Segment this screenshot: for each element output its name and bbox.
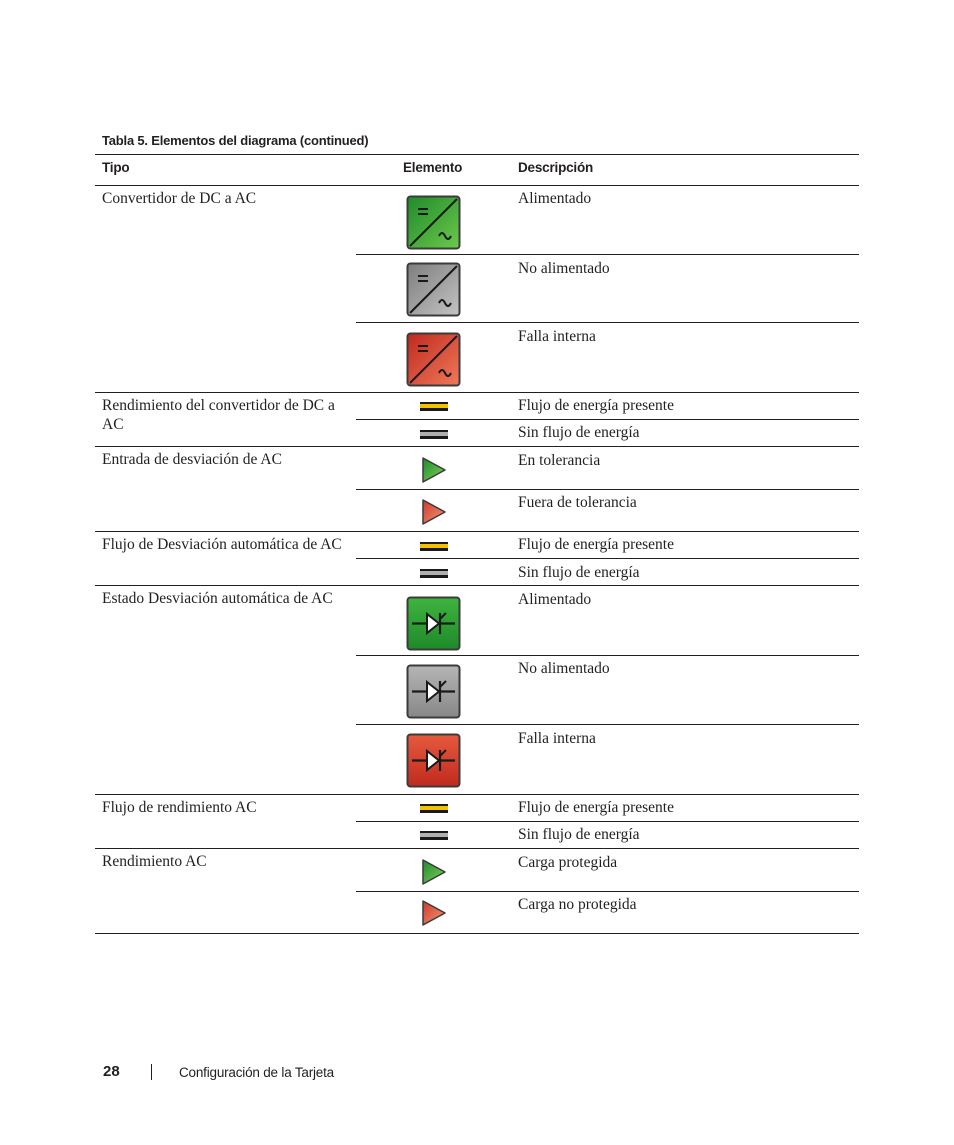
- bypass-switch-red-icon: [406, 733, 461, 788]
- group-rule: [95, 585, 859, 586]
- row-description: Carga protegida: [518, 854, 618, 871]
- gray-flow-line-icon: [420, 831, 448, 840]
- row-description: Flujo de energía presente: [518, 536, 674, 553]
- bypass-switch-gray-icon: [406, 664, 461, 719]
- row-description: No alimentado: [518, 260, 610, 277]
- row-rule: [356, 655, 859, 656]
- row-description: Falla interna: [518, 730, 596, 747]
- group-rule: [95, 446, 859, 447]
- row-description: Falla interna: [518, 328, 596, 345]
- row-rule: [356, 254, 859, 255]
- row-tipo: Entrada de desviación de AC: [102, 451, 282, 468]
- yellow-flow-line-icon: [420, 542, 448, 551]
- dc-ac-converter-gray-icon: [406, 262, 461, 317]
- row-tipo: Convertidor de DC a AC: [102, 190, 257, 207]
- red-arrow-icon: [420, 498, 448, 526]
- row-description: Sin flujo de energía: [518, 564, 640, 581]
- row-rule: [356, 724, 859, 725]
- row-description: Sin flujo de energía: [518, 424, 640, 441]
- group-rule: [95, 794, 859, 795]
- header-tipo: Tipo: [102, 160, 130, 175]
- table-caption: Tabla 5. Elementos del diagrama (continued): [102, 133, 369, 148]
- gray-flow-line-icon: [420, 569, 448, 578]
- dc-ac-converter-green-icon: [406, 195, 461, 250]
- group-rule: [95, 848, 859, 849]
- row-rule: [356, 322, 859, 323]
- red-arrow-icon: [420, 899, 448, 927]
- group-rule: [95, 531, 859, 532]
- row-tipo: Flujo de Desviación automática de AC: [102, 536, 342, 553]
- group-rule: [95, 392, 859, 393]
- row-rule: [356, 558, 859, 559]
- table-bottom-rule: [95, 933, 859, 934]
- green-arrow-icon: [420, 858, 448, 886]
- row-tipo: Rendimiento del convertidor de DC a AC: [102, 397, 335, 433]
- row-rule: [356, 891, 859, 892]
- header-bottom-rule: [95, 185, 859, 186]
- header-elemento: Elemento: [403, 160, 463, 175]
- dc-ac-converter-red-icon: [406, 332, 461, 387]
- header-descripcion: Descripción: [518, 160, 594, 175]
- green-arrow-icon: [420, 456, 448, 484]
- row-tipo: Estado Desviación automática de AC: [102, 590, 333, 607]
- page-number: 28: [103, 1063, 120, 1080]
- gray-flow-line-icon: [420, 430, 448, 439]
- row-description: Alimentado: [518, 591, 592, 608]
- row-rule: [356, 419, 859, 420]
- row-description: Flujo de energía presente: [518, 397, 674, 414]
- row-description: Sin flujo de energía: [518, 826, 640, 843]
- yellow-flow-line-icon: [420, 402, 448, 411]
- row-tipo: Rendimiento AC: [102, 853, 207, 870]
- bypass-switch-green-icon: [406, 596, 461, 651]
- footer-section-title: Configuración de la Tarjeta: [179, 1065, 334, 1080]
- row-tipo: Flujo de rendimiento AC: [102, 799, 257, 816]
- row-rule: [356, 821, 859, 822]
- row-description: Carga no protegida: [518, 896, 637, 913]
- row-description: Fuera de tolerancia: [518, 494, 637, 511]
- yellow-flow-line-icon: [420, 804, 448, 813]
- row-rule: [356, 489, 859, 490]
- row-description: En tolerancia: [518, 452, 601, 469]
- row-description: No alimentado: [518, 660, 610, 677]
- footer-divider: [151, 1064, 152, 1080]
- table-top-rule: [95, 154, 859, 155]
- row-description: Flujo de energía presente: [518, 799, 674, 816]
- row-description: Alimentado: [518, 190, 592, 207]
